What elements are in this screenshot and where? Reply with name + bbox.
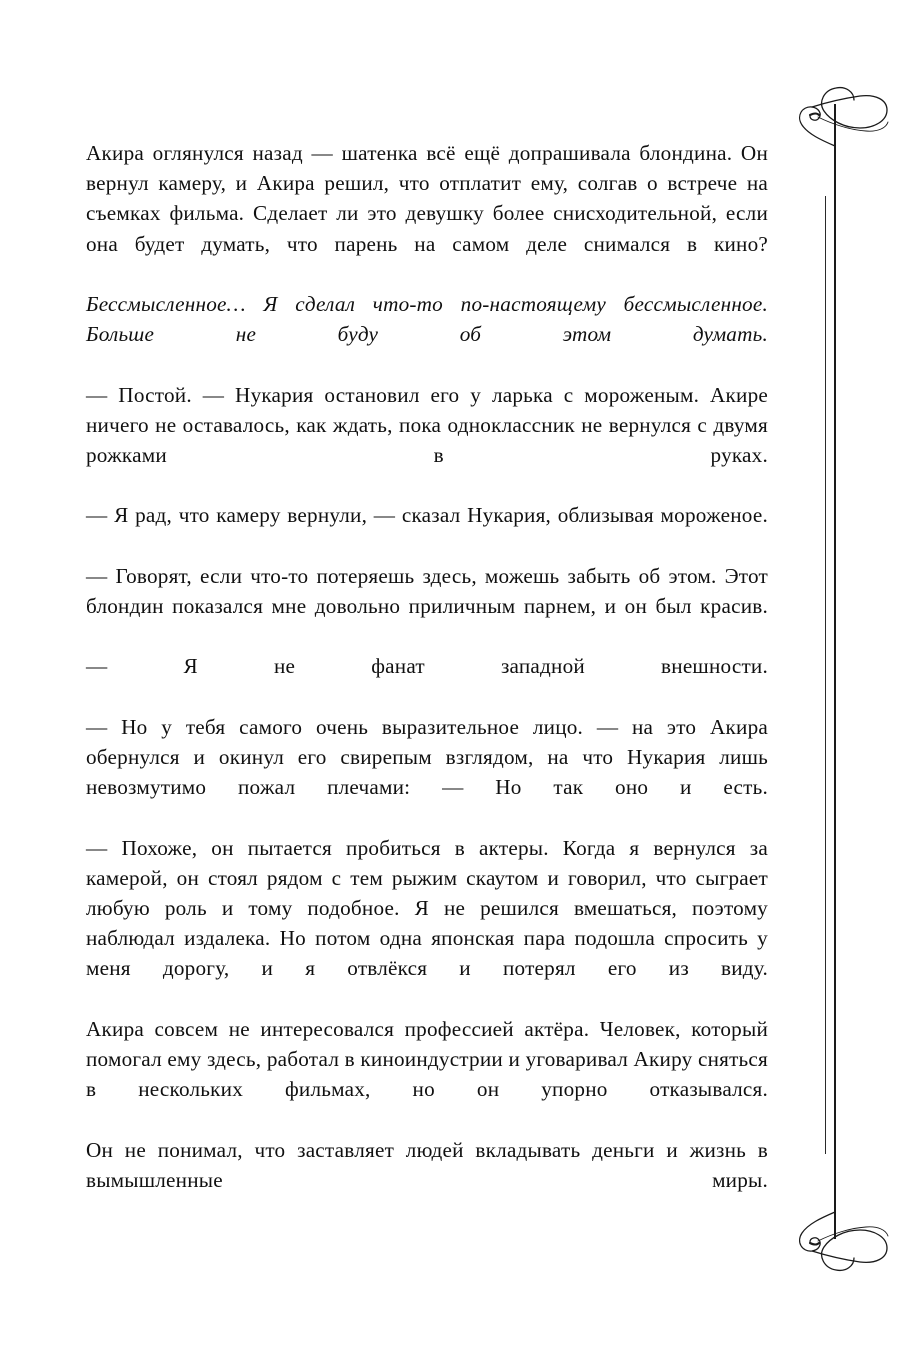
paragraph-italic: Бессмысленное… Я сделал что-то по-настоящему бессмысленное. Больше не буду об этом думать. — [86, 292, 768, 347]
body-text-column — [86, 138, 768, 1225]
paragraph: Акира совсем не интересовался профессией актёра. Человек, который помогал ему здесь, работал в киноиндустрии и уговаривал Акиру сняться в нескольких фильмах, но он упорно отказывался. — [86, 1016, 768, 1102]
paragraph: — Постой. — Нукария остановил его у ларька с мороженым. Акире ничего не оставалось, как ждать, пока одноклассник не вернулся с двумя рожками в руках. — [86, 382, 768, 468]
paragraph: — Похоже, он пытается пробиться в актеры. Когда я вернулся за камерой, он стоял рядом с тем рыжим скаутом и говорил, что сыграет любую роль и тому подобное. Я не решился вмешаться, поэтому наблюдал издалека. Но потом одна японская пара подошла спросить у меня дорогу, и я отвлёкся и потерял его из виду. — [86, 835, 768, 981]
vertical-rule-main — [834, 104, 836, 1239]
calligraphic-swash-ornament-bottom — [788, 1210, 898, 1274]
paragraph: Он не понимал, что заставляет людей вкладывать деньги и жизнь в вымышленные миры. — [86, 1137, 768, 1192]
paragraph: — Я не фанат западной внешности. — [86, 654, 768, 679]
calligraphic-swash-ornament-top — [788, 84, 898, 148]
paragraph: Акира оглянулся назад — шатенка всё ещё допрашивала блондина. Он вернул камеру, и Акира решил, что отплатит ему, солгав о встрече на съемках фильма. Сделает ли это девушку более снисходительной, если она будет думать, что парень на самом деле снимался в кино? — [86, 141, 768, 256]
paragraph: — Но у тебя самого очень выразительное лицо. — на это Акира обернулся и окинул его свирепым взглядом, на что Нукария лишь невозмутимо пожал плечами: — Но так оно и есть. — [86, 714, 768, 800]
vertical-rule-secondary — [825, 196, 826, 1154]
paragraph: — Я рад, что камеру вернули, — сказал Нукария, облизывая мороженое. — [86, 503, 768, 528]
paragraph: — Говорят, если что-то потеряешь здесь, можешь забыть об этом. Этот блондин показался мне довольно приличным парнем, и он был красив. — [86, 563, 768, 619]
